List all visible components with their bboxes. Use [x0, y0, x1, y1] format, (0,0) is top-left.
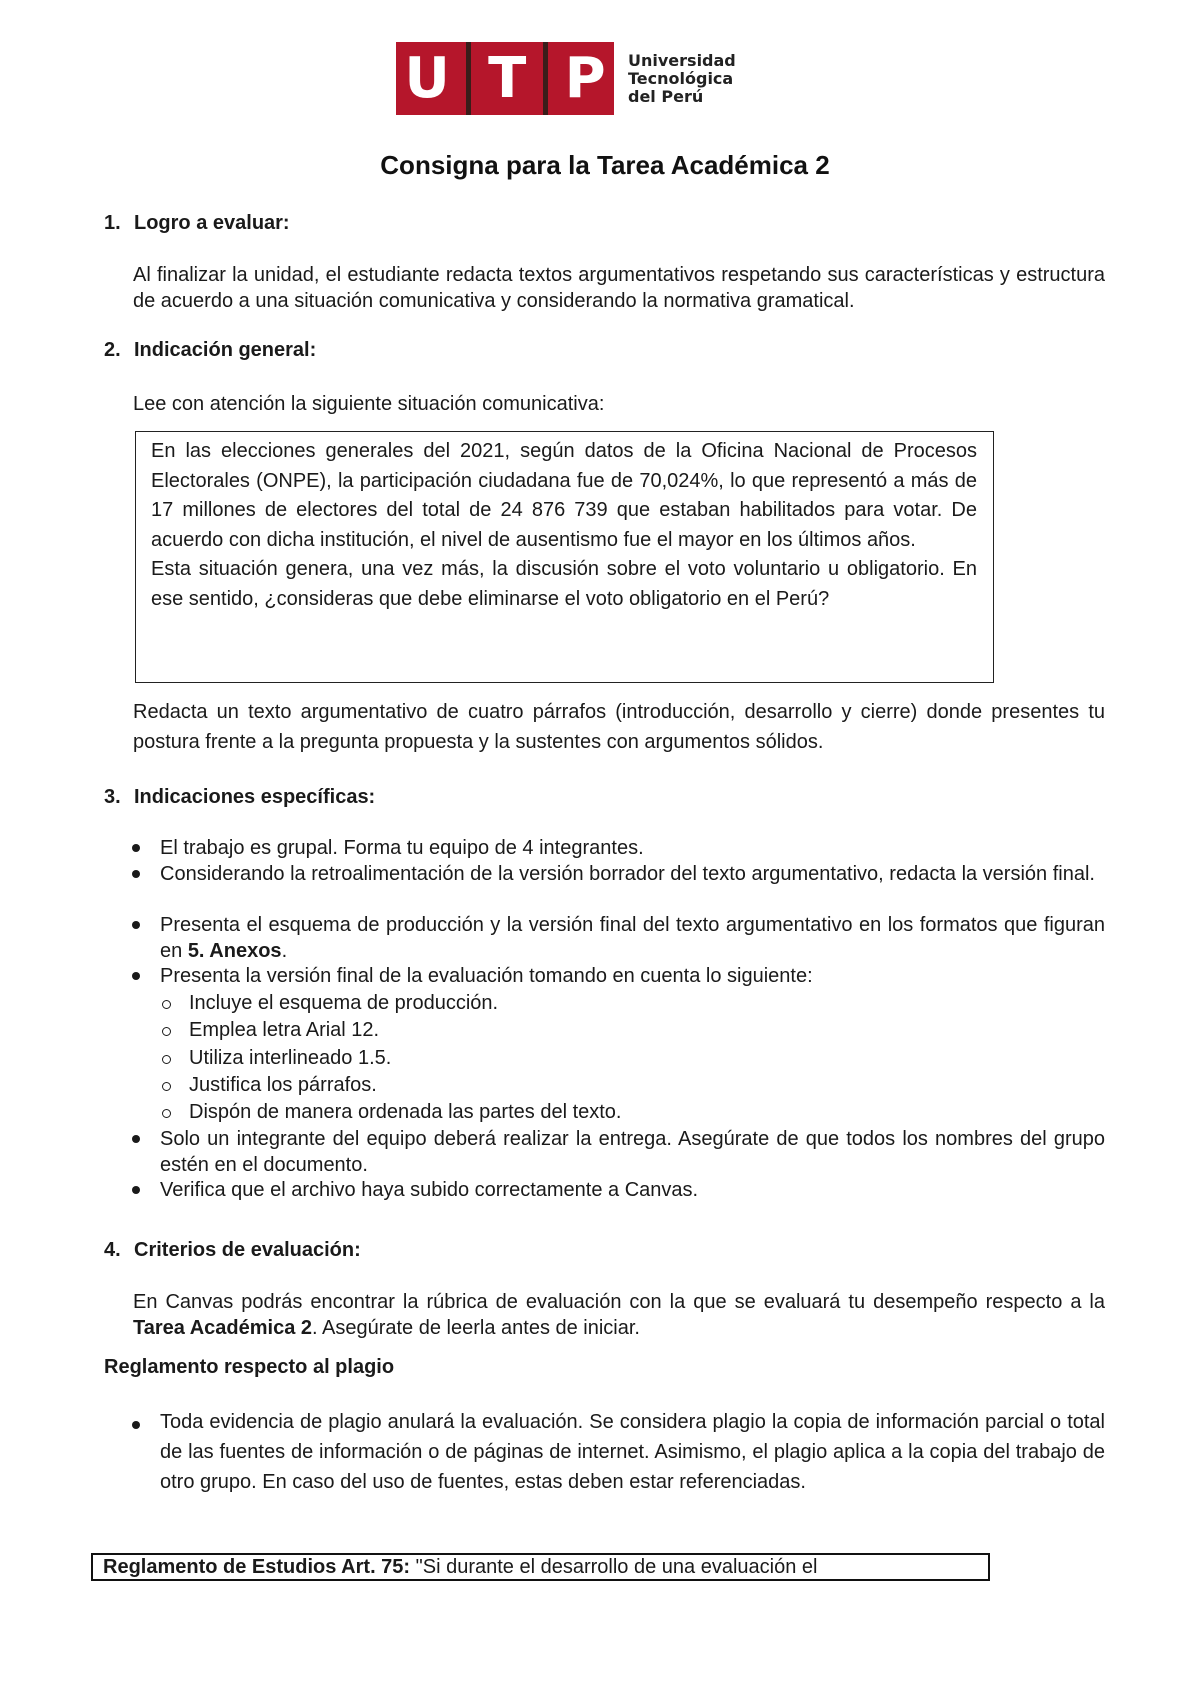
bullet-icon [132, 1421, 140, 1429]
list-item: Presenta la versión final de la evaluación tomando en cuenta lo siguiente: [160, 965, 813, 987]
bullet-icon [132, 1135, 140, 1143]
logo-letter-block [396, 42, 614, 115]
logo-letter-u: U [404, 45, 450, 111]
article-75-label: Reglamento de Estudios Art. 75: [103, 1556, 411, 1578]
sub-bullet-icon [162, 1082, 171, 1091]
sub-list-item: Incluye el esquema de producción. [189, 992, 499, 1014]
logo-letter-t: T [488, 45, 527, 111]
section-4-text: En Canvas podrás encontrar la rúbrica de evaluación con la que se evaluará tu desempeño respecto a la Tarea Académica 2. Asegúrate de leerla antes de iniciar. [133, 1291, 1105, 1339]
section-3-heading: 3. Indicaciones específicas: [104, 786, 376, 808]
list-item: Considerando la retroalimentación de la versión borrador del texto argumentativo, redacta la versión final. [160, 863, 1095, 885]
bullet-icon [132, 1186, 140, 1194]
section-2-intro: Lee con atención la siguiente situación comunicativa: [133, 393, 605, 415]
plagiarism-text: Toda evidencia de plagio anulará la evaluación. Se considera plagio la copia de información parcial o total de las fuentes de información o de páginas de internet. Asimismo, el plagio aplica a la copia del trabajo de otro grupo. En caso del uso de fuentes, estas deben estar referenciadas. [160, 1411, 1105, 1493]
section-4-heading: 4. Criterios de evaluación: [104, 1239, 361, 1261]
sub-list-item: Utiliza interlineado 1.5. [189, 1047, 392, 1069]
logo-separator [466, 42, 471, 115]
section-1-heading: 1. Logro a evaluar: [104, 212, 290, 234]
article-75-text: "Si durante el desarrollo de una evaluación el [415, 1556, 818, 1578]
bullet-icon [132, 844, 140, 852]
logo-letter-p: P [564, 45, 606, 111]
logo-university-name: Universidad Tecnológica del Perú [628, 50, 736, 106]
situation-box [135, 431, 994, 683]
bullet-icon [132, 870, 140, 878]
list-item: El trabajo es grupal. Forma tu equipo de 4 integrantes. [160, 837, 644, 859]
situation-paragraph-2: Esta situación genera, una vez más, la discusión sobre el voto voluntario u obligatorio. En ese sentido, ¿consideras que debe eliminarse el voto obligatorio en el Perú? [151, 558, 977, 610]
sub-bullet-icon [162, 1027, 171, 1036]
sub-list-item: Justifica los párrafos. [189, 1074, 377, 1096]
sub-list-item: Emplea letra Arial 12. [189, 1019, 380, 1041]
sub-bullet-icon [162, 1000, 171, 1009]
list-item: Verifica que el archivo haya subido correctamente a Canvas. [160, 1179, 699, 1201]
section-2-heading: 2. Indicación general: [104, 339, 317, 361]
sub-bullet-icon [162, 1109, 171, 1118]
utp-logo [396, 42, 736, 115]
list-item: Solo un integrante del equipo deberá realizar la entrega. Asegúrate de que todos los nombres del grupo estén en el documento. [160, 1128, 1105, 1176]
article-75-box [91, 1553, 990, 1581]
plagiarism-heading: Reglamento respecto al plagio [104, 1356, 395, 1378]
bullet-icon [132, 972, 140, 980]
sub-bullet-icon [162, 1055, 171, 1064]
section-1-text: Al finalizar la unidad, el estudiante redacta textos argumentativos respetando sus características y estructura de acuerdo a una situación comunicativa y considerando la normativa gramatical. [133, 264, 1105, 312]
list-item: Presenta el esquema de producción y la versión final del texto argumentativo en los formatos que figuran en 5. Anexos. [160, 914, 1105, 962]
section-2-instruction: Redacta un texto argumentativo de cuatro párrafos (introducción, desarrollo y cierre) donde presentes tu postura frente a la pregunta propuesta y la sustentes con argumentos sólidos. [133, 701, 1105, 753]
situation-paragraph-1: En las elecciones generales del 2021, según datos de la Oficina Nacional de Procesos Electorales (ONPE), la participación ciudadana fue de 70,024%, lo que representó a más de 17 millones de electores del total de 24 876 739 que estaban habilitados para votar. De acuerdo con dicha institución, el nivel de ausentismo fue el mayor en los últimos años. [151, 440, 977, 551]
page-title: Consigna para la Tarea Académica 2 [380, 150, 830, 180]
logo-separator [543, 42, 548, 115]
bullet-icon [132, 921, 140, 929]
sub-list-item: Dispón de manera ordenada las partes del texto. [189, 1101, 622, 1123]
